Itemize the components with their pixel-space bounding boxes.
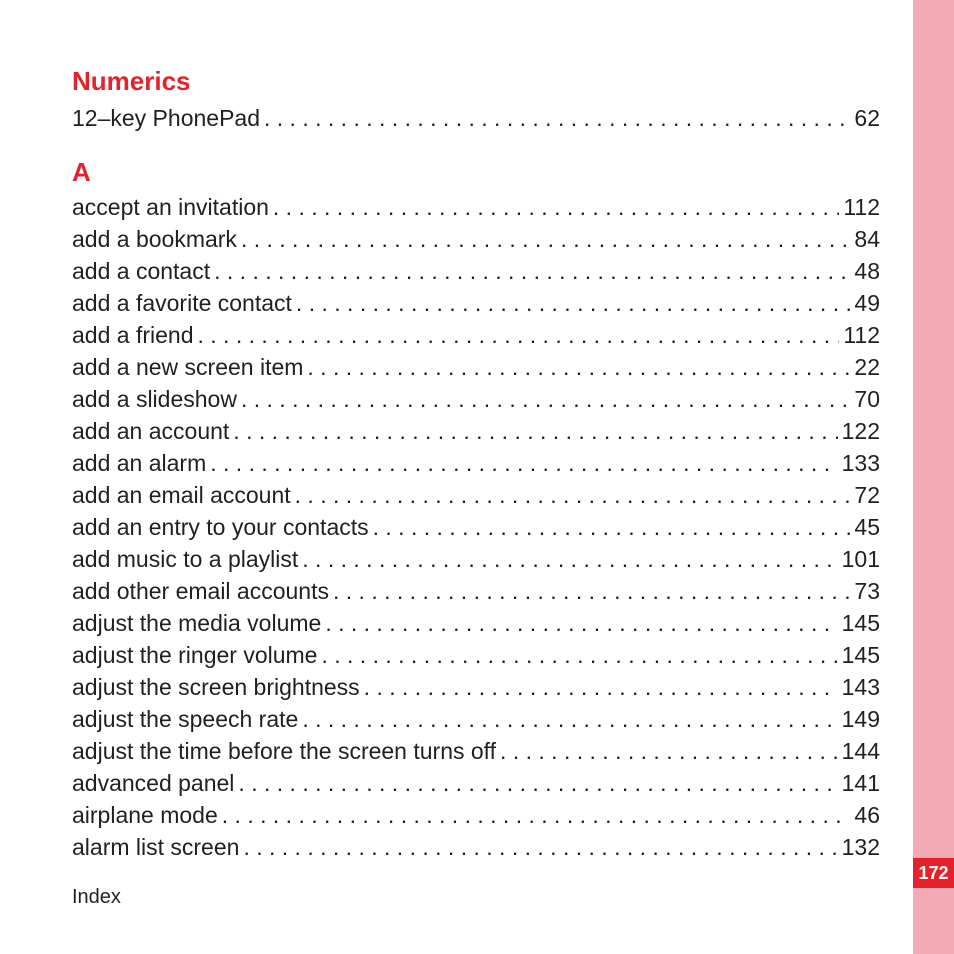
index-page: 143 [841,674,880,700]
dot-leader [233,415,837,447]
index-term: 12–key PhonePad [72,105,260,131]
index-page: 145 [841,610,880,636]
index-page: 141 [841,770,880,796]
dot-leader [241,383,850,415]
index-entry[interactable] [72,447,880,479]
index-page: 48 [854,258,880,284]
dot-leader [302,543,837,575]
dot-leader [241,223,850,255]
index-term: add a new screen item [72,354,304,380]
index-page: 70 [854,386,880,412]
index-term: add other email accounts [72,578,329,604]
index-page: 144 [841,738,880,764]
index-page: 49 [854,290,880,316]
index-entry[interactable] [72,287,880,319]
index-term: add an account [72,418,230,444]
index-entry[interactable] [72,671,880,703]
dot-leader [210,447,837,479]
index-page: 101 [841,546,880,572]
index-term: adjust the speech rate [72,706,299,732]
index-term: accept an invitation [72,194,269,220]
index-entry[interactable] [72,607,880,639]
index-entry[interactable] [72,351,880,383]
index-term: add an entry to your contacts [72,514,369,540]
index-entry[interactable] [72,223,880,255]
index-entry[interactable] [72,383,880,415]
dot-leader [214,255,850,287]
dot-leader [307,351,850,383]
index-term: adjust the ringer volume [72,642,318,668]
index-term: adjust the time before the screen turns off [72,738,497,764]
index-page: 22 [854,354,880,380]
index-page: 73 [854,578,880,604]
dot-leader [295,479,851,511]
index-term: add a slideshow [72,386,237,412]
dot-leader [264,102,850,134]
index-entry[interactable] [72,102,880,134]
dot-leader [222,799,851,831]
page-number: 172 [913,858,954,888]
index-page: 84 [854,226,880,252]
index-term: adjust the media volume [72,610,322,636]
footer-label: Index [72,886,121,908]
index-entry[interactable] [72,735,880,767]
section-heading-a: A [72,157,91,187]
index-page: 122 [841,418,880,444]
index-entry[interactable] [72,415,880,447]
index-page: 72 [854,482,880,508]
dot-leader [243,831,837,863]
dot-leader [321,639,837,671]
index-term: add a friend [72,322,194,348]
side-tab [913,0,954,954]
index-entry[interactable] [72,767,880,799]
index-term: alarm list screen [72,834,240,860]
index-entry[interactable] [72,319,880,351]
dot-leader [273,191,839,223]
index-term: advanced panel [72,770,235,796]
index-term: add a favorite contact [72,290,292,316]
index-term: airplane mode [72,802,218,828]
dot-leader [296,287,850,319]
dot-leader [500,735,838,767]
index-term: add music to a playlist [72,546,299,572]
index-term: adjust the screen brightness [72,674,360,700]
dot-leader [373,511,851,543]
index-page: 112 [843,322,880,348]
dot-leader [325,607,837,639]
index-entry[interactable] [72,191,880,223]
index-term: add an email account [72,482,291,508]
index-entry[interactable] [72,543,880,575]
index-page: 133 [841,450,880,476]
index-term: add an alarm [72,450,207,476]
index-page: 112 [843,194,880,220]
index-entry[interactable] [72,799,880,831]
dot-leader [238,767,837,799]
index-entry[interactable] [72,639,880,671]
dot-leader [364,671,838,703]
index-page: 132 [841,834,880,860]
index-page: 46 [854,802,880,828]
index-page: 62 [854,105,880,131]
index-page: 45 [854,514,880,540]
index-entry[interactable] [72,575,880,607]
index-entry[interactable] [72,511,880,543]
index-entry[interactable] [72,479,880,511]
section-heading-numerics: Numerics [72,66,191,96]
dot-leader [333,575,850,607]
dot-leader [197,319,839,351]
index-entry[interactable] [72,255,880,287]
index-term: add a contact [72,258,211,284]
index-page: 149 [841,706,880,732]
index-term: add a bookmark [72,226,237,252]
index-entry[interactable] [72,831,880,863]
dot-leader [302,703,837,735]
index-page: 145 [841,642,880,668]
index-entry[interactable] [72,703,880,735]
